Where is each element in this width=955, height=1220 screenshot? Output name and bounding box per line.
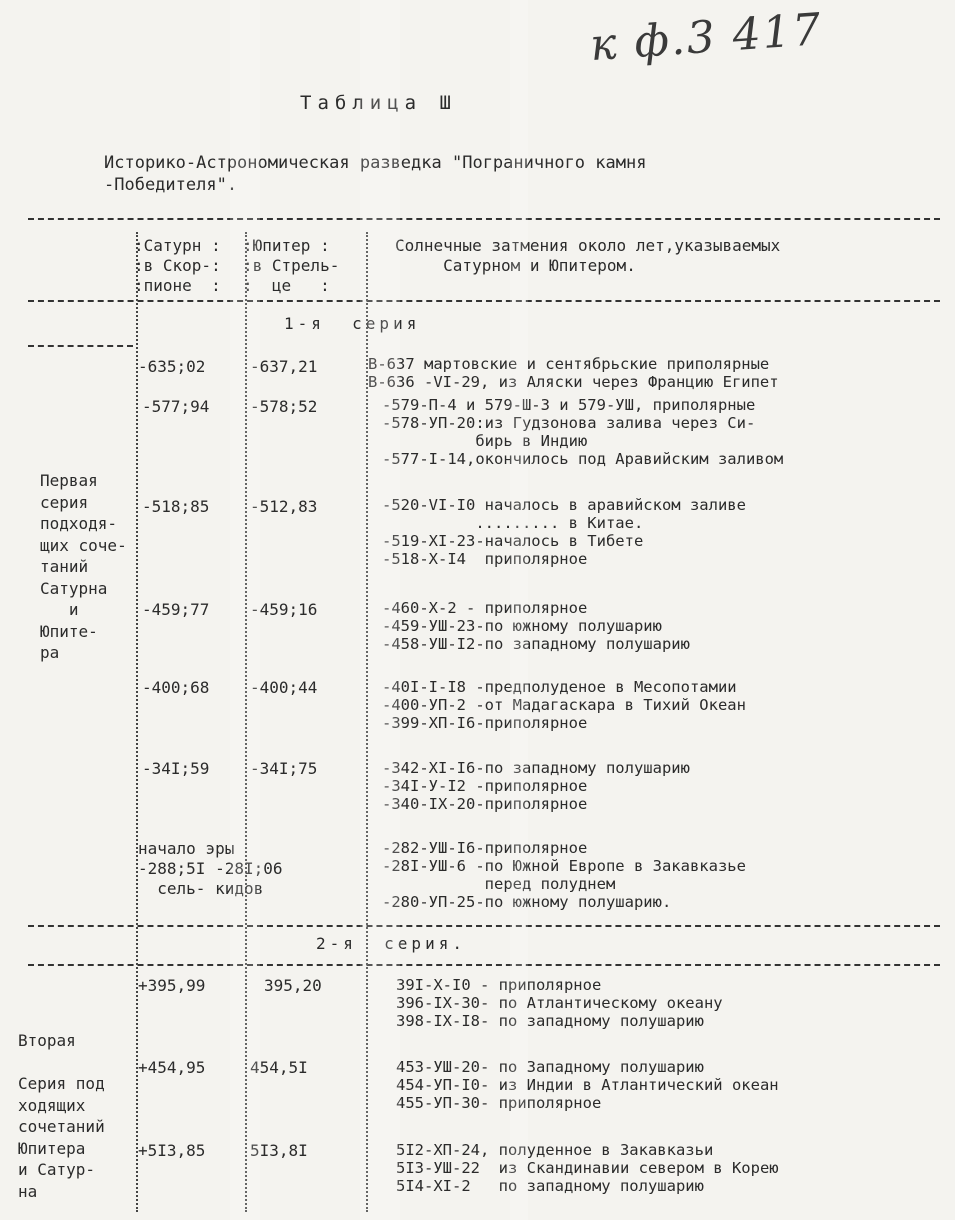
handwritten-archive-note: к ф.3 417 (588, 3, 825, 72)
eclipse-entry: -40I-I-I8 -предполуденое в Месопотамии -400-УП-2 -от Мадагаскара в Тихий Океан -399-XП-I6-приполярное (382, 678, 746, 732)
eclipse-entry: 5I2-XП-24, полуденное в Закавказьи 5I3-УШ-22 из Скандинавии севером в Корею 5I4-XI-2 по западному полушарию (396, 1141, 779, 1195)
eclipse-entry: -579-П-4 и 579-Ш-3 и 579-УШ, приполярные -578-УП-20:из Гудзонова залива через Си- бирь в Индию -577-I-14,окончилось под Аравийским заливом (382, 396, 784, 468)
seleucid-era-values: начало эры -288;5I -28I;06 сель- кидов (138, 839, 283, 898)
rule-series2-bottom (28, 964, 940, 966)
eclipse-entry: 39I-X-I0 - приполярное 396-IX-30- по Атлантическому океану 398-IX-I8- по западному полушарию (396, 976, 723, 1030)
saturn-value: -518;85 (142, 497, 210, 516)
saturn-value: -577;94 (142, 397, 210, 416)
scan-streak (360, 0, 400, 1220)
saturn-value: +395,99 (138, 976, 206, 995)
header-jupiter: :Юпитер : :в Стрель- : це : (243, 236, 340, 295)
saturn-value: -459;77 (142, 600, 210, 619)
saturn-value: -34I;59 (142, 759, 210, 778)
jupiter-value: -400;44 (250, 678, 318, 697)
eclipse-entry: -282-УШ-I6-приполярное -28I-УШ-6 -по Южной Европе в Закавказье перед полуднем -280-УП-25-по южному полушарию. (382, 839, 746, 911)
rule-series2-top (28, 925, 940, 927)
jupiter-value: -459;16 (250, 600, 318, 619)
series-1-label: 1-я серия (284, 314, 421, 333)
jupiter-value: -578;52 (250, 397, 318, 416)
header-eclipses: Солнечные затмения около лет,указываемых Сатурном и Юпитером. (395, 236, 781, 275)
rule-top (28, 218, 940, 220)
series-2-label: 2-я серия. (316, 934, 466, 953)
table-subtitle: Историко-Астрономическая разведка "Пограничного камня -Победителя". (104, 153, 647, 195)
jupiter-value: 395,20 (264, 976, 322, 995)
table-title: Таблица Ш (300, 92, 457, 114)
group-1-label: Первая серия подходя- щих соче- таний Сатурна и Юпите- ра (40, 471, 127, 662)
jupiter-value: 5I3,8I (250, 1141, 308, 1160)
eclipse-entry: -460-X-2 - приполярное -459-УШ-23-по южному полушарию -458-УШ-I2-по западному полушарию (382, 599, 690, 653)
saturn-value: +454,95 (138, 1058, 206, 1077)
scan-streak (230, 0, 260, 1220)
rule-series1-left (28, 345, 133, 347)
saturn-value: -635;02 (138, 357, 206, 376)
saturn-value: -400;68 (142, 678, 210, 697)
eclipse-entry: -342-XI-I6-по западному полушарию -34I-У-I2 -приполярное -340-IX-20-приполярное (382, 759, 690, 813)
scan-streak (510, 0, 528, 1220)
jupiter-value: -34I;75 (250, 759, 318, 778)
jupiter-value: -637,21 (250, 357, 318, 376)
eclipse-entry: В-637 мартовские и сентябрьские приполярные В-636 -VI-29, из Аляски через Францию Египет (368, 355, 779, 391)
jupiter-value: -512,83 (250, 497, 318, 516)
eclipse-entry: -520-VI-I0 началось в аравийском заливе ......... в Китае. -519-XI-23-началось в Тибете -518-X-I4 приполярное (382, 496, 746, 568)
rule-header-bottom (28, 300, 940, 302)
header-saturn: :Сатурн : :в Скор-: :пионе : (134, 236, 221, 295)
jupiter-value: 454,5I (250, 1058, 308, 1077)
eclipse-entry: 453-УШ-20- по Западному полушарию 454-УП-I0- из Индии в Атлантический океан 455-УП-30- приполярное (396, 1058, 779, 1112)
group-2-label: Вторая Серия под ходящих сочетаний Юпитера и Сатур- на (18, 1031, 105, 1201)
saturn-value: +5I3,85 (138, 1141, 206, 1160)
